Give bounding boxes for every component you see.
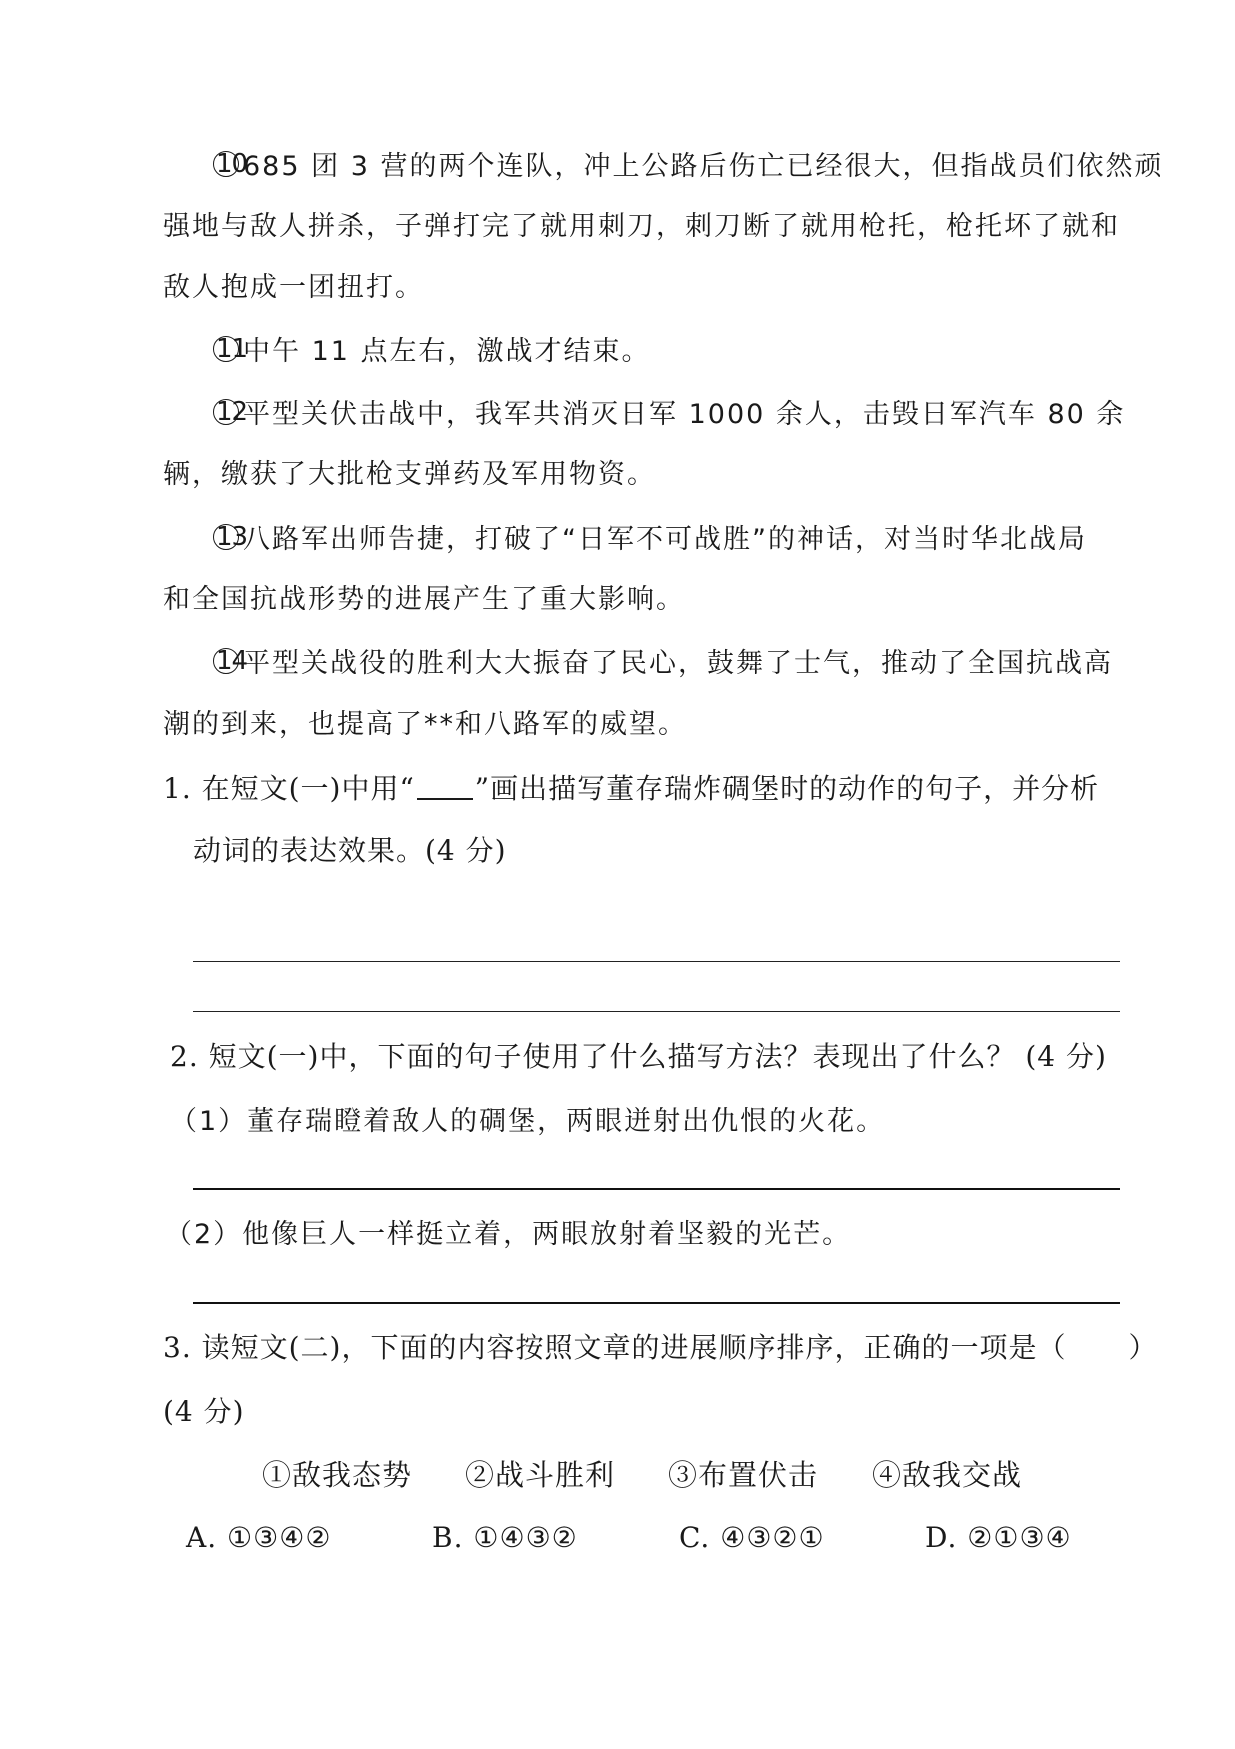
question-2-sub-2-answer-line[interactable] xyxy=(193,1302,1120,1304)
question-1-line-1: 1. 在短文(一)中用“ ”画出描写董存瑞炸碉堡时的动作的句子，并分析 xyxy=(163,772,1100,805)
circled-number-13: 13 xyxy=(213,522,243,552)
question-1-line-2: 动词的表达效果。(4 分) xyxy=(193,834,507,867)
question-1-answer-line-2[interactable] xyxy=(193,1011,1120,1012)
paragraph-13-line-2: 和全国抗战形势的进展产生了重大影响。 xyxy=(163,584,685,615)
circled-number-12: 12 xyxy=(213,397,243,427)
paragraph-10-line-3: 敌人抱成一团扭打。 xyxy=(163,272,424,303)
question-3-points: (4 分) xyxy=(163,1395,245,1428)
question-3-option-c[interactable]: C. ④③②① xyxy=(679,1521,825,1554)
paragraph-10-line-2: 强地与敌人拼杀，子弹打完了就用刺刀，刺刀断了就用枪托，枪托坏了就和 xyxy=(163,211,1120,242)
paragraph-12-line-2: 辆，缴获了大批枪支弹药及军用物资。 xyxy=(163,459,656,490)
paragraph-14-line-1: 14 平型关战役的胜利大大振奋了民心，鼓舞了士气，推动了全国抗战高 xyxy=(213,646,1113,681)
question-3-item-2: ②战斗胜利 xyxy=(465,1458,616,1492)
paragraph-10-line-1: 10 685 团 3 营的两个连队，冲上公路后伤亡已经很大，但指战员们依然顽 xyxy=(213,149,1163,184)
question-3-option-d[interactable]: D. ②①③④ xyxy=(925,1521,1072,1554)
question-2-sub-2: （2）他像巨人一样挺立着，两眼放射着坚毅的光芒。 xyxy=(165,1219,852,1250)
question-3-item-4: ④敌我交战 xyxy=(872,1458,1023,1492)
question-3-option-a[interactable]: A. ①③④② xyxy=(186,1521,332,1554)
question-3-stem: 3. 读短文(二)，下面的内容按照文章的进展顺序排序，正确的一项是（ ） xyxy=(163,1331,1158,1364)
question-2-sub-1: （1）董存瑞瞪着敌人的碉堡，两眼迸射出仇恨的火花。 xyxy=(170,1106,886,1137)
question-2-stem: 2. 短文(一)中，下面的句子使用了什么描写方法？表现出了什么？ (4 分) xyxy=(170,1040,1107,1073)
circled-number-10: 10 xyxy=(213,149,243,179)
paragraph-13-line-1: 13 八路军出师告捷，打破了“日军不可战胜”的神话，对当时华北战局 xyxy=(213,522,1087,557)
paragraph-12-line-1: 12 平型关伏击战中，我军共消灭日军 1000 余人，击毁日军汽车 80 余 xyxy=(213,397,1125,432)
question-3-item-1: ①敌我态势 xyxy=(262,1458,413,1492)
circled-number-11: 11 xyxy=(213,334,243,364)
question-3-option-b[interactable]: B. ①④③② xyxy=(432,1521,578,1554)
question-1-answer-line-1[interactable] xyxy=(193,961,1120,962)
question-3-item-3: ③布置伏击 xyxy=(668,1458,819,1492)
inline-underline-mark xyxy=(417,774,473,800)
paragraph-14-line-2: 潮的到来，也提高了**和八路军的威望。 xyxy=(163,709,687,740)
question-2-sub-1-answer-line[interactable] xyxy=(193,1188,1120,1190)
circled-number-14: 14 xyxy=(213,646,243,676)
paragraph-11: 11 中午 11 点左右，激战才结束。 xyxy=(213,334,651,369)
